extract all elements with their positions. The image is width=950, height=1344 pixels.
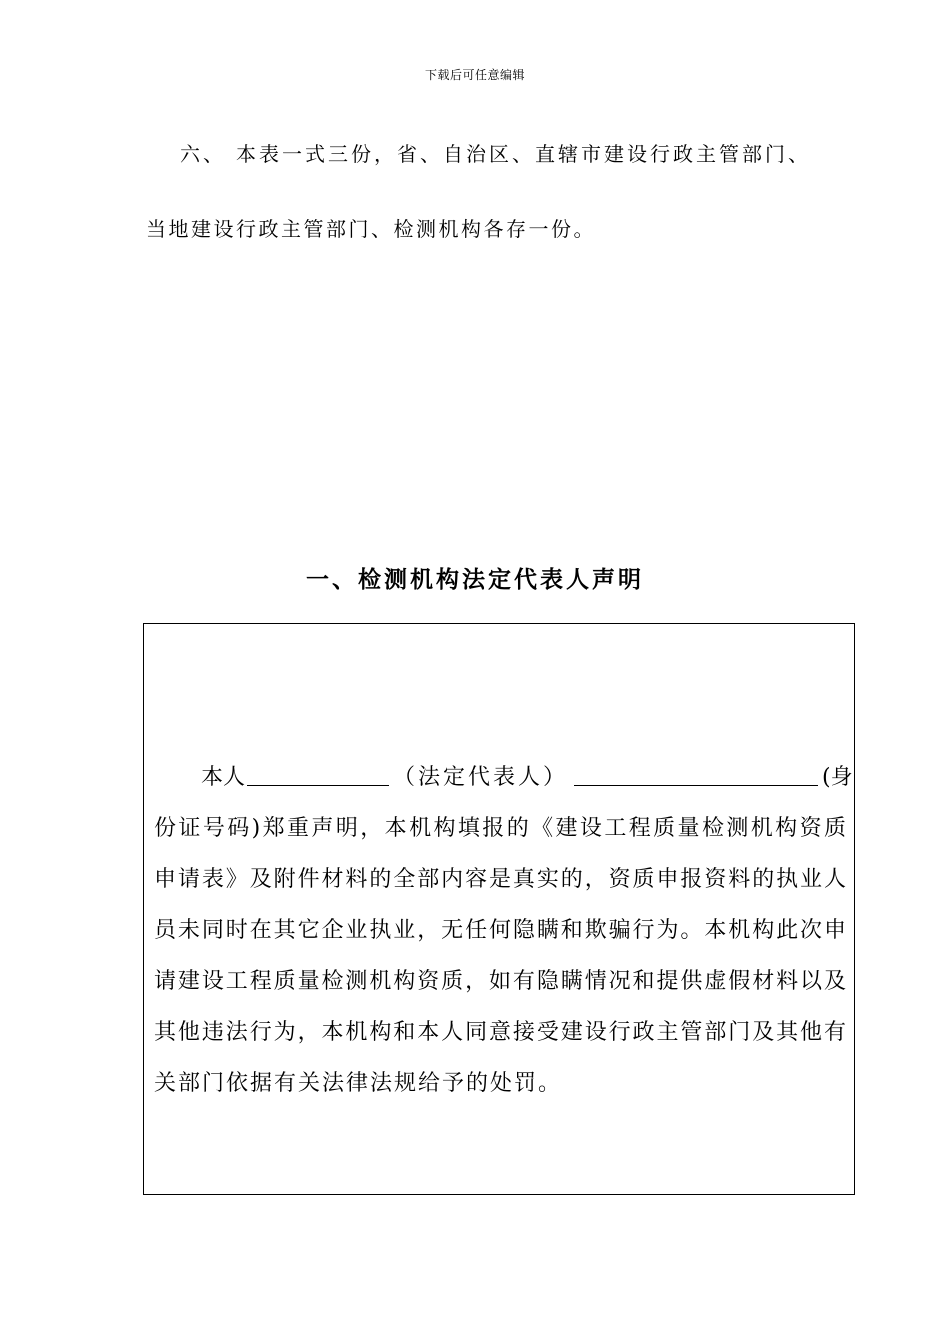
id-number-blank[interactable]	[574, 763, 818, 786]
item-six-line1	[180, 138, 811, 167]
declaration-line-3: 申请表》及附件材料的全部内容是真实的，资质申报资料的执业人	[154, 867, 846, 892]
declaration-suffix: (身	[822, 765, 853, 790]
legal-rep-label: （法定代表人）	[393, 765, 569, 790]
declaration-line-4: 员未同时在其它企业执业，无任何隐瞒和欺骗行为。本机构此次申	[154, 918, 846, 943]
item-number: 六、	[180, 142, 226, 166]
declaration-line-5: 请建设工程质量检测机构资质，如有隐瞒情况和提供虚假材料以及	[154, 969, 846, 994]
legal-rep-name-blank[interactable]	[247, 763, 389, 786]
declaration-line-6: 其他违法行为，本机构和本人同意接受建设行政主管部门及其他有	[154, 1020, 846, 1045]
declaration-line-2: 份证号码)郑重声明，本机构填报的《建设工程质量检测机构资质	[154, 816, 846, 841]
declaration-line-1	[154, 752, 853, 803]
item-six-text: 本表一式三份，省、自治区、直辖市建设行政主管部门、	[236, 142, 811, 166]
item-six-line2: 当地建设行政主管部门、检测机构各存一份。	[146, 217, 596, 241]
section-title: 一、检测机构法定代表人声明	[306, 566, 644, 593]
declaration-text	[154, 752, 853, 1109]
header-note: 下载后可任意编辑	[424, 68, 525, 82]
declaration-prefix: 本人	[201, 765, 246, 790]
declaration-box	[143, 623, 855, 1195]
declaration-line-7: 关部门依据有关法律法规给予的处罚。	[154, 1071, 563, 1096]
